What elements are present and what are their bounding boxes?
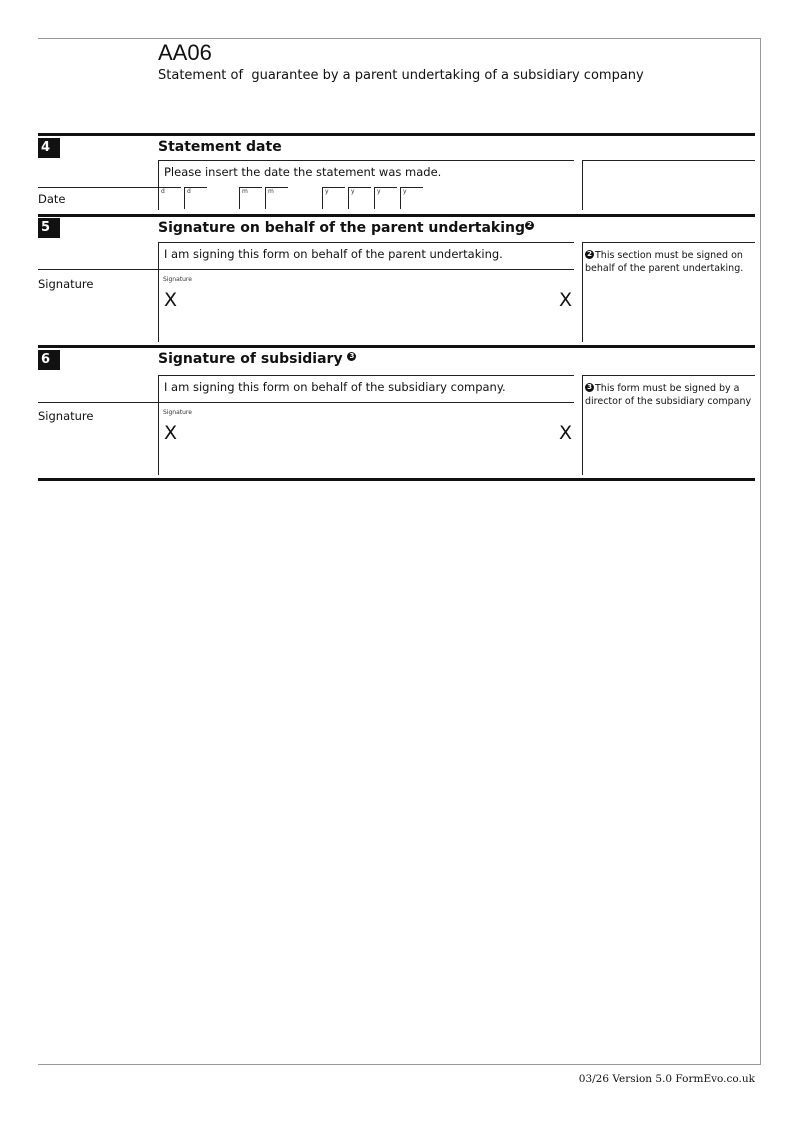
page-bottom-rule	[38, 1064, 761, 1065]
sign-here-mark-right: X	[559, 289, 573, 311]
section-6-side-top	[582, 375, 755, 376]
signature-caption: Signature	[163, 409, 192, 416]
section-5-signature-label: Signature	[38, 277, 94, 291]
section-6-instruction-top	[158, 375, 574, 376]
section-5-number: 5	[38, 218, 60, 238]
footer-version: 03/26 Version 5.0 FormEvo.co.uk	[578, 1073, 755, 1085]
section-6-signature-label: Signature	[38, 409, 94, 423]
section-4-top-rule	[38, 133, 755, 136]
section-4-instruction-top	[158, 160, 574, 161]
section-6-number: 6	[38, 350, 60, 370]
date-box-caption: y	[351, 188, 355, 195]
note-3-icon: 3	[585, 383, 594, 392]
section-6-instruction: I am signing this form on behalf of the subsidiary company.	[164, 380, 506, 394]
note-3-icon: 3	[347, 352, 356, 361]
section-5-title-text: Signature on behalf of the parent undertaking	[158, 220, 526, 236]
section-6-title	[158, 351, 356, 367]
section-6-top-rule	[38, 345, 755, 348]
section-5-instruction: I am signing this form on behalf of the parent undertaking.	[164, 247, 503, 261]
date-label: Date	[38, 192, 66, 206]
note-2-icon: 2	[525, 221, 534, 230]
section-5-side-top	[582, 242, 755, 243]
date-box-caption: y	[325, 188, 329, 195]
section-6-side-note-text: This form must be signed by a director of the subsidiary company	[585, 383, 752, 407]
section-4-title: Statement date	[158, 139, 282, 155]
section-5-top-rule	[38, 214, 755, 217]
date-box-caption: m	[268, 188, 274, 195]
date-row-rule	[38, 187, 158, 188]
section-5-side-left	[582, 242, 583, 342]
section-4-side-left	[582, 160, 583, 210]
note-2-icon: 2	[585, 250, 594, 259]
section-5-side-note	[585, 249, 755, 275]
section-6-signature-box[interactable]	[159, 403, 574, 475]
section-4-instruction: Please insert the date the statement was made.	[164, 165, 442, 179]
form-subtitle: Statement of guarantee by a parent undertaking of a subsidiary company	[158, 68, 644, 83]
page-top-rule	[38, 38, 761, 39]
date-box-caption: y	[377, 188, 381, 195]
section-6-side-left	[582, 375, 583, 475]
section-5-side-note-text: This section must be signed on behalf of the parent undertaking.	[585, 250, 744, 274]
date-box-caption: m	[242, 188, 248, 195]
page-right-rule	[760, 38, 761, 1065]
date-box-caption: d	[161, 188, 165, 195]
form-code: AA06	[158, 40, 212, 65]
section-6-side-note	[585, 382, 755, 408]
sign-here-mark-left: X	[164, 289, 178, 311]
date-box-caption: d	[187, 188, 191, 195]
section-6-title-text: Signature of subsidiary	[158, 351, 343, 367]
section-5-title	[158, 220, 534, 236]
sign-here-mark-left: X	[164, 422, 178, 444]
section-4-number: 4	[38, 138, 60, 158]
form-bottom-rule	[38, 478, 755, 481]
section-4-side-top	[582, 160, 755, 161]
signature-caption: Signature	[163, 276, 192, 283]
date-box-caption: y	[403, 188, 407, 195]
section-5-instruction-top	[158, 242, 574, 243]
sign-here-mark-right: X	[559, 422, 573, 444]
section-5-signature-box[interactable]	[159, 270, 574, 341]
